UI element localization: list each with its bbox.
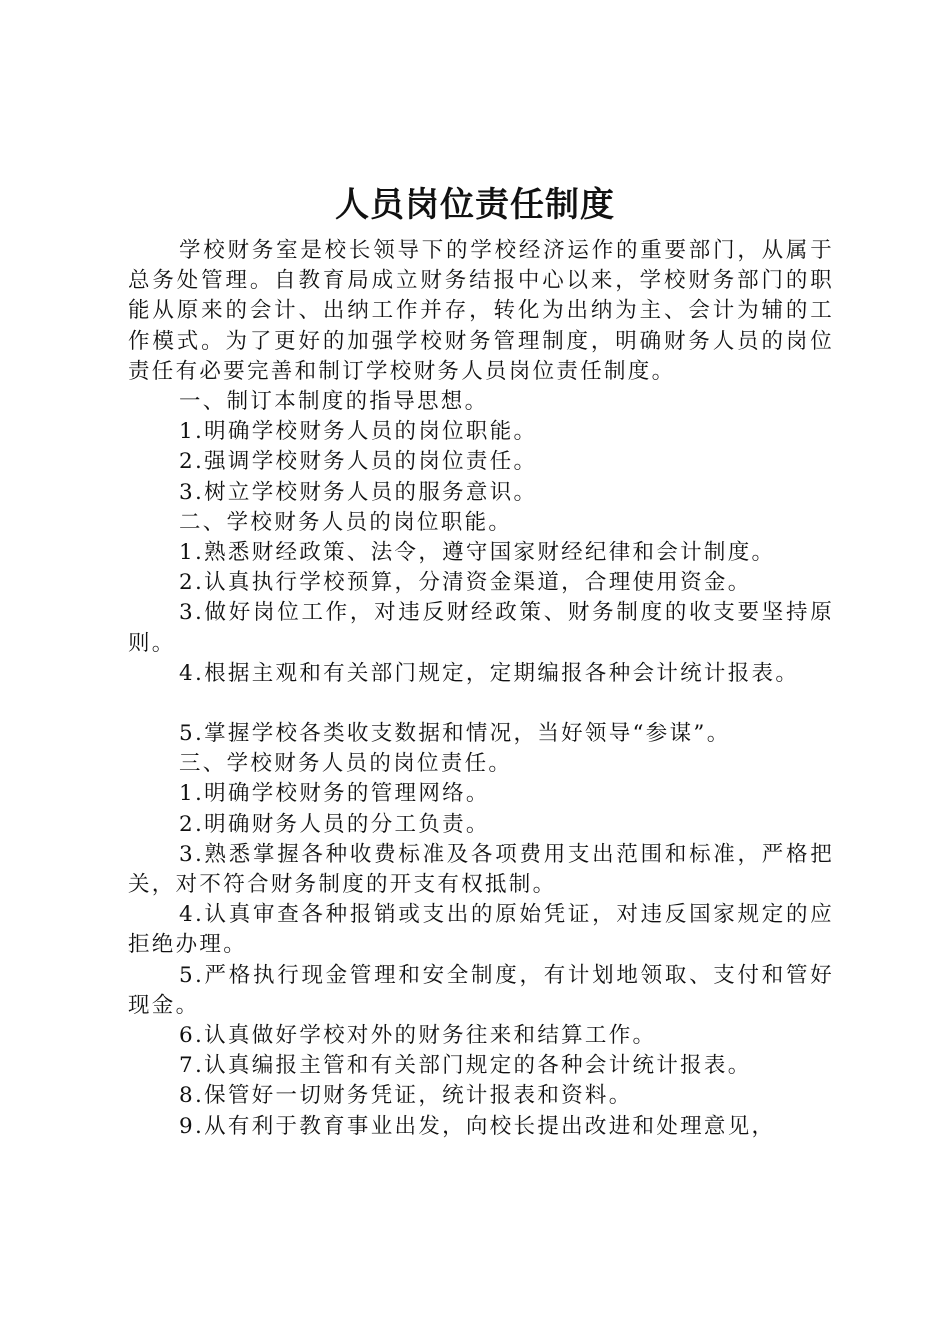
- list-item: 3.熟悉掌握各种收费标准及各项费用支出范围和标准，严格把关，对不符合财务制度的开支有权抵制。: [128, 841, 834, 898]
- list-item: 9.从有利于教育事业出发，向校长提出改进和处理意见，: [179, 1113, 776, 1139]
- list-item: 1.明确学校财务的管理网络。: [179, 781, 490, 807]
- document-body: [128, 236, 834, 1142]
- list-item: 8.保管好一切财务凭证，统计报表和资料。: [179, 1083, 633, 1109]
- section-heading-3: 三、学校财务人员的岗位责任。: [179, 751, 513, 777]
- list-item: 1.熟悉财经政策、法令，遵守国家财经纪律和会计制度。: [179, 540, 776, 566]
- list-item: 4.认真审查各种报销或支出的原始凭证，对违反国家规定的应拒绝办理。: [128, 902, 834, 958]
- list-item: 2.认真执行学校预算，分清资金渠道，合理使用资金。: [179, 570, 752, 596]
- list-item: 4.根据主观和有关部门规定，定期编报各种会计统计报表。: [179, 660, 800, 686]
- blank-line: [128, 689, 834, 719]
- list-item: 2.强调学校财务人员的岗位责任。: [179, 449, 538, 475]
- intro-paragraph: 学校财务室是校长领导下的学校经济运作的重要部门，从属于总务处管理。自教育局成立财务结报中心以来，学校财务部门的职能从原来的会计、出纳工作并存，转化为出纳为主、会计为辅的工作模式。为了更好的加强学校财务管理制度，明确财务人员的岗位责任有必要完善和制订学校财务人员岗位责任制度。: [128, 238, 834, 384]
- list-item: 3.树立学校财务人员的服务意识。: [179, 479, 538, 505]
- list-item: 5.严格执行现金管理和安全制度，有计划地领取、支付和管好现金。: [128, 962, 834, 1018]
- list-item: 5.掌握学校各类收支数据和情况，当好领导“参谋”。: [179, 721, 731, 747]
- list-item: 6.认真做好学校对外的财务往来和结算工作。: [179, 1023, 657, 1049]
- list-item: 1.明确学校财务人员的岗位职能。: [179, 419, 538, 445]
- section-heading-2: 二、学校财务人员的岗位职能。: [179, 509, 513, 535]
- list-item: 3.做好岗位工作，对违反财经政策、财务制度的收支要坚持原则。: [128, 600, 834, 656]
- list-item: 7.认真编报主管和有关部门规定的各种会计统计报表。: [179, 1053, 752, 1079]
- section-heading-1: 一、制订本制度的指导思想。: [179, 389, 489, 415]
- document-title: 人员岗位责任制度: [335, 185, 615, 225]
- list-item: 2.明确财务人员的分工负责。: [179, 811, 490, 837]
